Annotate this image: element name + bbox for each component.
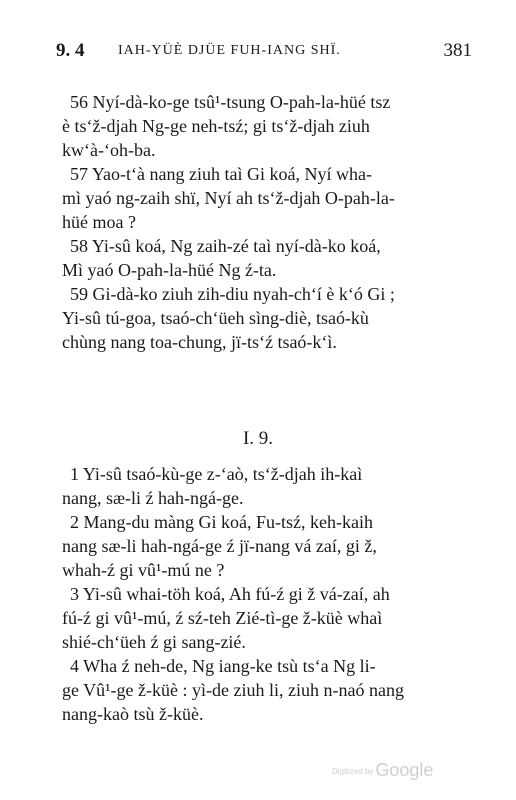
- page-number: 381: [443, 40, 472, 61]
- text-line: mì yaó ng-zaih shï, Nyí ah ts‘ž-djah O-pah-la-: [62, 188, 395, 208]
- text-line: Mì yaó O-pah-la-hüé Ng ź-ta.: [62, 260, 277, 280]
- text-line: nang, sæ-li ź hah-ngá-ge.: [62, 488, 244, 508]
- text-line: nang-kaò tsù ž-küè.: [62, 704, 204, 724]
- text-line: 58 Yi-sû koá, Ng zaih-zé taì nyí-dà-ko koá,: [70, 236, 381, 256]
- text-line: nang sæ-li hah-ngá-ge ź jï-nang vá zaí, gi ž,: [62, 536, 377, 556]
- text-line: ge Vû¹-ge ž-küè : yì-de ziuh li, ziuh n-naó nang: [62, 680, 404, 700]
- text-line: 4 Wha ź neh-de, Ng iang-ke tsù ts‘a Ng li-: [70, 656, 376, 676]
- text-line: 2 Mang-du màng Gi koá, Fu-tsź, keh-kaih: [70, 512, 373, 532]
- chapter-verse-number: 9. 4: [56, 40, 85, 61]
- text-line: 1 Yi-sû tsaó-kù-ge z-‘aò, ts‘ž-djah ih-kaì: [70, 464, 363, 484]
- text-line: kw‘à-‘oh-ba.: [62, 140, 156, 160]
- digitization-watermark: [332, 760, 433, 781]
- text-line: 3 Yi-sû whai-töh koá, Ah fú-ź gi ž vá-zaí, ah: [70, 584, 390, 604]
- text-line: 59 Gi-dà-ko ziuh zih-diu nyah-ch‘í è k‘ó Gi ;: [70, 284, 395, 304]
- watermark-prefix: Digitized by: [332, 766, 374, 776]
- text-line: fú-ź gi vû¹-mú, ź sź-teh Zié-tì-ge ž-küè whaì: [62, 608, 383, 628]
- text-line: 57 Yao-t‘à nang ziuh taì Gi koá, Nyí wha-: [70, 164, 372, 184]
- text-line: chùng nang toa-chung, jï-ts‘ź tsaó-k‘ì.: [62, 332, 337, 352]
- text-line: 56 Nyí-dà-ko-ge tsû¹-tsung O-pah-la-hüé tsz: [70, 92, 391, 112]
- text-line: hüé moa ?: [62, 212, 136, 232]
- text-line: whah-ź gi vû¹-mú ne ?: [62, 560, 225, 580]
- text-line: Yi-sû tú-goa, tsaó-ch‘üeh sìng-diè, tsaó-kù: [62, 308, 369, 328]
- running-title: IAH-YÜÈ DJÜE FUH-IANG SHÏ.: [118, 43, 341, 58]
- section-heading: I. 9.: [242, 428, 274, 449]
- text-line: è ts‘ž-djah Ng-ge neh-tsź; gi ts‘ž-djah ziuh: [62, 116, 370, 136]
- text-line: shié-ch‘üeh ź gi sang-zié.: [62, 632, 246, 652]
- google-logo: Google: [375, 760, 434, 780]
- page-header: [56, 40, 472, 64]
